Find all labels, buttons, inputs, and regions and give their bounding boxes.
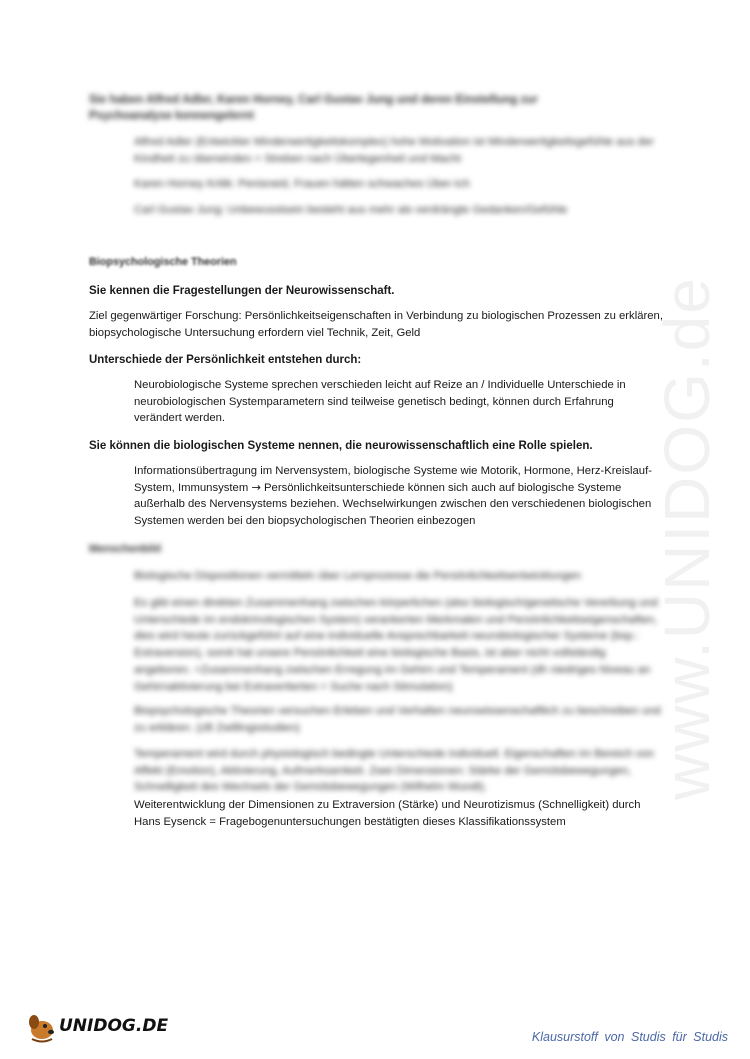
blurred-item-adler: Alfred Adler (Entwickler Minderwertigkeitskomplex) hohe Motivation ist Minderwertigkeitsgefühle aus der Kindheit zu überwinden = Streben nach Überlegenheit und Macht xyxy=(134,136,654,165)
paragraph-neurobiologische-systeme: Neurobiologische Systeme sprechen verschieden leicht auf Reize an / Individuelle Unterschiede in neurobiologischen Systemparametern sind teilweise genetisch bedingt, können durch Erfahrung verändert werden. xyxy=(134,379,626,425)
question-unterschiede: Unterschiede der Persönlichkeit entstehen durch: xyxy=(89,354,362,366)
paragraph-eysenck: Weiterentwicklung der Dimensionen zu Extraversion (Stärke) und Neurotizismus (Schnelligkeit) durch Hans Eysenck = Fragebogenuntersuchungen bestätigten dieses Klassifikationssystem xyxy=(134,799,641,828)
paragraph-informationsuebertragung xyxy=(134,463,662,530)
paragraph-part-a: Informationsübertragung im Nervensystem, biologische Systeme wie Motorik, Hormone, Herz-Kreislauf-System, Immunsystem xyxy=(134,465,652,494)
question-biologische-systeme: Sie können die biologischen Systeme nennen, die neurowissenschaftlich eine Rolle spielen. xyxy=(89,440,593,452)
paragraph-forschung: Ziel gegenwärtiger Forschung: Persönlichkeitseigenschaften in Verbindung zu biologischen Prozessen zu erklären, biopsychologische Untersuchung erfordern viel Technik, Zeit, Geld xyxy=(89,310,663,339)
section-title: Biopsychologische Theorien xyxy=(89,256,237,268)
arrow-icon: → xyxy=(251,480,261,494)
paragraph-part-b: Persönlichkeitsunterschiede können sich auch auf biologische Systeme außerhalb des Nervensystems beziehen. Wechselwirkungen zwischen den verschiedenen biologischen Systemen werden bei den biopsychologischen Theorien einbezogen xyxy=(134,481,652,528)
blurred-item-dispositionen: Biologische Dispositionen vermitteln über Lernprozesse die Persönlichkeitsentwicklungen xyxy=(134,570,582,582)
blurred-item-jung: Carl Gustav Jung: Unbewusstsein besteht aus mehr als verdrängte Gedanken/Gefühle xyxy=(134,204,568,216)
question-neurowissenschaft: Sie kennen die Fragestellungen der Neurowissenschaft. xyxy=(89,285,395,297)
blurred-item-biopsychologisch: Biopsychologische Theorien versuchen Erleben und Verhalten neurowissenschaftlich zu beschreiben und zu erklären. (zB Zwillingsstudien) xyxy=(134,705,661,734)
blurred-item-horney: Karen Horney Kritik: Penisneid, Frauen hätten schwaches Über-Ich xyxy=(134,178,470,190)
blurred-title-menschenbild: Menschenbild xyxy=(89,543,161,555)
blurred-item-temperament: Temperament wird durch physiologisch bedingte Unterschiede individuell. Eigenschaften im Bereich von Affekt (Emotion), Aktivierung, Aufmerksamkeit. Zwei Dimensionen: Stärke der Gemütsbewegungen, Schnelligkeit des Wechsels der Gemütsbewegungen (Wilhelm Wundt). xyxy=(134,748,654,794)
blurred-heading: Sie haben Alfred Adler, Karen Horney, Carl Gustav Jung und deren Einstellung zur Psychoanalyse kennengelernt xyxy=(89,94,538,122)
footer-tagline: Klausurstoff von Studis für Studis xyxy=(531,1030,728,1044)
dog-icon xyxy=(24,1008,60,1044)
blurred-item-zusammenhang: Es gibt einen direkten Zusammenhang zwischen körperlichen (also biologisch/genetische Vererbung und Unterschiede im endokrinologischen System) verankerten Merkmalen und Persönlichkeitseigenschaften, dies wird heute zurückgeführt auf eine individuelle Ansprechbarkeit neurobiologischer Systeme (bsp.: Extraversion), somit hat unsere Persönlichkeit eine biologische Basis, ist aber nicht vollständig angeboren. =Zusammenhang zwischen Erregung im Gehirn und Temperament (dh niedriges Niveau an Gehirnaktivierung bei Extravertierten = Suche nach Stimulation) xyxy=(134,597,658,693)
logo-text: UNIDOG.DE xyxy=(59,1016,169,1036)
unidog-logo xyxy=(24,1008,169,1048)
watermark: www.UNIDOG.de xyxy=(651,276,723,800)
